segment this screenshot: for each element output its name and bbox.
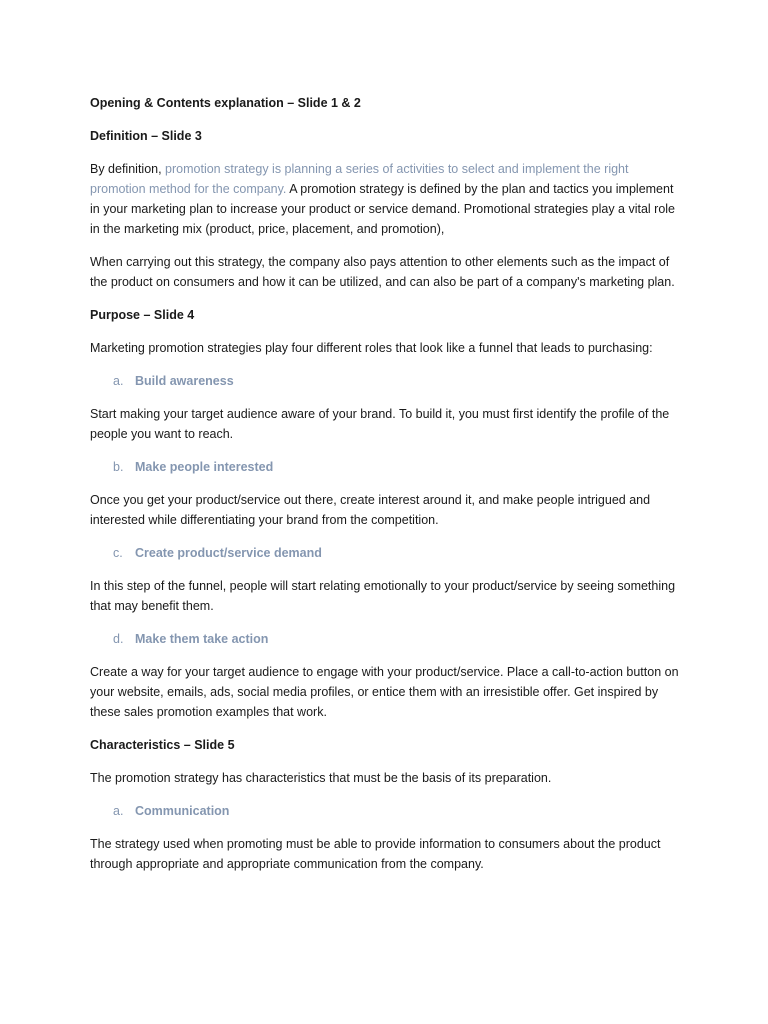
characteristics-item-text: The strategy used when promoting must be able to provide information to consumers about the product through appropriate and appropriate communication from the company. — [90, 837, 661, 871]
purpose-item-title — [90, 543, 684, 563]
list-marker: b. — [113, 460, 124, 474]
characteristics-intro: The promotion strategy has characteristics that must be the basis of its preparation. — [90, 771, 552, 785]
definition-highlight: promotion strategy is planning a series of activities to select and implement the right promotion method for the company. — [90, 162, 629, 196]
definition-intro: By definition, — [90, 162, 166, 176]
heading-definition: Definition – Slide 3 — [90, 129, 202, 143]
purpose-item-title — [90, 457, 684, 477]
purpose-item-text: Start making your target audience aware of your brand. To build it, you must first identify the profile of the people you want to reach. — [90, 407, 670, 441]
item-title: Communication — [135, 804, 230, 818]
item-title: Make people interested — [135, 460, 274, 474]
heading-purpose: Purpose – Slide 4 — [90, 308, 195, 322]
list-marker: a. — [113, 374, 124, 388]
item-title: Build awareness — [135, 374, 234, 388]
purpose-item-title — [90, 371, 684, 391]
purpose-item-text: Create a way for your target audience to engage with your product/service. Place a call-to-action button on your website, emails, ads, social media profiles, or entice them with an irresistible offer. Get inspired by these sales promotion examples that work. — [90, 665, 679, 719]
purpose-item-title — [90, 629, 684, 649]
item-title: Create product/service demand — [135, 546, 322, 560]
definition-paragraph — [90, 159, 684, 239]
definition-paragraph-2: When carrying out this strategy, the company also pays attention to other elements such as the impact of the product on consumers and how it can be utilized, and can also be part of a company's marketing plan. — [90, 255, 675, 289]
heading-characteristics: Characteristics – Slide 5 — [90, 738, 235, 752]
purpose-item-text: Once you get your product/service out there, create interest around it, and make people intrigued and interested while differentiating your brand from the competition. — [90, 493, 651, 527]
purpose-intro: Marketing promotion strategies play four different roles that look like a funnel that leads to purchasing: — [90, 341, 653, 355]
purpose-item-text: In this step of the funnel, people will start relating emotionally to your product/service by seeing something that may benefit them. — [90, 579, 676, 613]
definition-rest: A promotion strategy is defined by the plan and tactics you implement in your marketing plan to increase your product or service demand. Promotional strategies play a vital role in the marketing mix (product, price, placement, and promotion), — [90, 182, 676, 236]
item-title: Make them take action — [135, 632, 269, 646]
list-marker: c. — [113, 546, 123, 560]
heading-opening: Opening & Contents explanation – Slide 1 & 2 — [90, 96, 361, 110]
list-marker: a. — [113, 804, 124, 818]
characteristics-item-title — [90, 801, 684, 821]
list-marker: d. — [113, 632, 124, 646]
